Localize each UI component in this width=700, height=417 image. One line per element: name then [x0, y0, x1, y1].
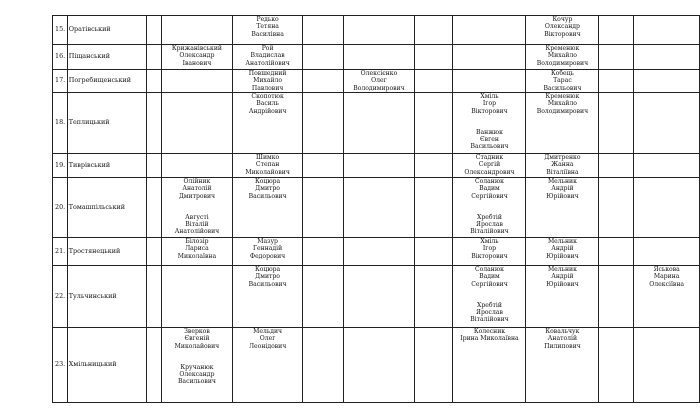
- person-cell: [302, 70, 343, 93]
- person-name-line: Скопотюк: [251, 93, 284, 100]
- person-cell: [302, 238, 343, 266]
- person-cell: [161, 238, 233, 266]
- person-cell: [415, 154, 453, 178]
- person-name-line: Андрій: [551, 273, 574, 281]
- person-name-line: Білозір: [185, 238, 209, 245]
- person-cell: [161, 266, 233, 328]
- person-name-line: Володимирович: [536, 107, 589, 115]
- person-cell: [526, 45, 599, 70]
- person-cell: [302, 16, 343, 45]
- person-name-line: Андрійович: [248, 107, 287, 115]
- person-name-line: Васильович: [470, 143, 509, 151]
- person-name-line: Шимко: [255, 154, 280, 161]
- person-name-line: Андрій: [551, 245, 574, 253]
- person-name-line: Леонідович: [248, 342, 287, 350]
- person-cell: [634, 70, 700, 93]
- person-cell: [302, 93, 343, 154]
- person-name-line: Редько: [256, 16, 279, 23]
- person-name-line: Кременюк: [545, 93, 580, 100]
- person-cell: [161, 178, 233, 238]
- person-name-line: Кручанюк: [180, 363, 214, 371]
- person-cell: [415, 266, 453, 328]
- person-cell: [415, 45, 453, 70]
- person-cell: [343, 16, 414, 45]
- person-name-line: Повшедний: [248, 70, 287, 77]
- person-name-line: Миколаївна: [177, 252, 217, 260]
- person-name-line: Євгеній: [184, 335, 210, 343]
- person-name-line: Ярослав: [476, 309, 503, 317]
- person-name-line: Мельник: [547, 178, 577, 185]
- person-cell: [526, 93, 599, 154]
- person-cell: [599, 154, 634, 178]
- person-name-line: Олійник: [183, 178, 211, 185]
- person-cell: [599, 16, 634, 45]
- row-number: 23.: [53, 328, 68, 403]
- person-name-line: Сергій: [478, 161, 501, 169]
- person-name-line: Сергійович: [471, 280, 508, 288]
- person-name-line: Зверков: [184, 328, 210, 335]
- person-name-line: Анатолій: [547, 335, 578, 343]
- person-cell: [146, 266, 161, 328]
- table-row: [53, 178, 700, 238]
- row-number: 17.: [53, 70, 68, 93]
- person-name-line: Геннадій: [253, 245, 283, 253]
- person-name-line: Миколайович: [245, 168, 290, 176]
- person-name-line: Вікторович: [544, 30, 581, 38]
- person-name-line: Васильович: [543, 84, 582, 92]
- table-row: [53, 45, 700, 70]
- person-cell: [634, 238, 700, 266]
- person-cell: [161, 70, 233, 93]
- person-cell: [146, 328, 161, 403]
- person-cell: [161, 45, 233, 70]
- person-name-line: Ванжюк: [476, 128, 503, 136]
- person-name-line: Тарас: [553, 77, 572, 85]
- row-number: 18.: [53, 93, 68, 154]
- person-name-line: Анатолійович: [245, 59, 290, 67]
- person-cell: [453, 16, 526, 45]
- row-number: 22.: [53, 266, 68, 328]
- person-cell: [233, 266, 302, 328]
- assignment-table: [52, 15, 700, 403]
- person-cell: [453, 266, 526, 328]
- person-cell: [634, 266, 700, 328]
- person-name-line: Степан: [255, 161, 280, 169]
- person-cell: [233, 16, 302, 45]
- person-cell: [634, 93, 700, 154]
- row-number: 16.: [53, 45, 68, 70]
- person-name-line: Мельдич: [253, 328, 283, 335]
- person-cell: [453, 238, 526, 266]
- person-cell: [343, 70, 414, 93]
- person-name-line: Вадим: [479, 273, 500, 281]
- person-name-line: Марина: [653, 273, 680, 281]
- person-cell: [634, 328, 700, 403]
- district-name: Тростянецький: [67, 238, 146, 266]
- person-name-line: Васильович: [177, 378, 216, 386]
- person-name-line: Володимирович: [353, 84, 405, 92]
- person-cell: [634, 45, 700, 70]
- person-name-line: Вікторович: [471, 252, 508, 260]
- person-name-line: Юрійович: [546, 252, 579, 260]
- person-cell: [453, 328, 526, 403]
- person-cell: [599, 93, 634, 154]
- person-cell: [161, 328, 233, 403]
- person-name-line: Олексієнко: [360, 70, 398, 77]
- person-name-line: Жанна: [551, 161, 574, 169]
- person-cell: [599, 238, 634, 266]
- person-name-line: Олег: [259, 335, 276, 343]
- person-name-line: Мельник: [547, 266, 577, 273]
- person-name-line: Ірина Миколаївна: [460, 335, 519, 343]
- person-cell: [161, 16, 233, 45]
- district-name: Оратівський: [67, 16, 146, 45]
- person-cell: [343, 93, 414, 154]
- person-cell: [146, 238, 161, 266]
- district-name: Піщанський: [67, 45, 146, 70]
- district-name: Погребищенський: [67, 70, 146, 93]
- person-cell: [415, 178, 453, 238]
- person-cell: [415, 70, 453, 93]
- district-name: Томашпільський: [67, 178, 146, 238]
- district-name: Теплицький: [67, 93, 146, 154]
- person-name-line: Ковальчук: [545, 328, 580, 335]
- person-name-line: Анатолійович: [174, 228, 220, 236]
- person-cell: [526, 70, 599, 93]
- person-cell: [599, 70, 634, 93]
- row-number: 20.: [53, 178, 68, 238]
- person-cell: [453, 45, 526, 70]
- row-number: 15.: [53, 16, 68, 45]
- person-cell: [453, 154, 526, 178]
- person-name-line: Віталій: [185, 221, 209, 229]
- person-name-line: Олександр: [179, 371, 215, 379]
- person-name-line: Олег: [371, 77, 387, 85]
- person-cell: [343, 238, 414, 266]
- person-name-line: Хміль: [480, 93, 499, 100]
- person-name-line: Кременюк: [545, 45, 580, 52]
- person-cell: [302, 45, 343, 70]
- person-cell: [343, 178, 414, 238]
- person-cell: [161, 154, 233, 178]
- row-number: 21.: [53, 238, 68, 266]
- person-cell: [161, 93, 233, 154]
- person-cell: [526, 154, 599, 178]
- person-cell: [302, 178, 343, 238]
- person-name-line: Андрій: [551, 185, 574, 193]
- person-cell: [599, 328, 634, 403]
- person-cell: [233, 70, 302, 93]
- person-name-line: Августі: [185, 213, 209, 221]
- person-cell: [415, 328, 453, 403]
- person-cell: [146, 45, 161, 70]
- person-cell: [343, 328, 414, 403]
- person-cell: [415, 93, 453, 154]
- table-row: [53, 266, 700, 328]
- person-cell: [302, 328, 343, 403]
- person-name-line: Дмитренко: [544, 154, 581, 161]
- person-name-line: Євген: [479, 136, 499, 144]
- person-name-line: Михайло: [253, 77, 283, 85]
- person-name-line: Дмитро: [255, 185, 280, 193]
- person-name-line: Хміль: [480, 238, 499, 245]
- person-name-line: Вікторович: [471, 107, 508, 115]
- person-name-line: Олексіївна: [649, 280, 685, 288]
- person-name-line: Мазур: [257, 238, 278, 245]
- district-name: Тиврівський: [67, 154, 146, 178]
- person-name-line: Миколайович: [174, 342, 220, 350]
- person-cell: [526, 238, 599, 266]
- person-name-line: Васильович: [248, 192, 287, 200]
- person-name-line: Кочур: [552, 16, 573, 23]
- table-row: [53, 16, 700, 45]
- person-cell: [146, 154, 161, 178]
- person-name-line: Владислав: [250, 52, 285, 60]
- person-cell: [453, 178, 526, 238]
- person-cell: [146, 70, 161, 93]
- person-name-line: Олександрович: [464, 168, 515, 176]
- person-name-line: Стадник: [475, 154, 504, 161]
- person-name-line: Хребтій: [477, 301, 502, 309]
- person-name-line: Колесник: [473, 328, 506, 335]
- person-name-line: Ярослав: [476, 221, 503, 229]
- person-name-line: Ігор: [482, 245, 497, 253]
- person-name-line: Володимирович: [536, 59, 589, 67]
- person-cell: [146, 93, 161, 154]
- person-cell: [233, 238, 302, 266]
- person-name-line: Юрійович: [546, 280, 579, 288]
- person-name-line: Іванович: [182, 59, 212, 67]
- person-cell: [634, 16, 700, 45]
- district-name: Тульчинський: [67, 266, 146, 328]
- person-name-line: Віталійович: [470, 228, 509, 236]
- person-name-line: Анатолій: [182, 185, 212, 193]
- person-name-line: Пилипович: [544, 342, 581, 350]
- person-name-line: Василівна: [251, 30, 284, 38]
- person-name-line: Федорович: [250, 252, 286, 260]
- person-cell: [343, 154, 414, 178]
- person-cell: [343, 45, 414, 70]
- person-cell: [526, 328, 599, 403]
- person-cell: [233, 328, 302, 403]
- person-name-line: Павлович: [251, 84, 284, 92]
- person-name-line: Хребтій: [477, 213, 502, 221]
- table-row: [53, 70, 700, 93]
- person-name-line: Крижанівський: [171, 45, 222, 52]
- person-name-line: Коцюра: [255, 266, 281, 273]
- person-cell: [146, 16, 161, 45]
- table-row: [53, 328, 700, 403]
- person-name-line: Василь: [256, 100, 279, 108]
- person-name-line: Тетяна: [256, 23, 279, 31]
- person-cell: [146, 178, 161, 238]
- person-name-line: Васильович: [248, 280, 287, 288]
- person-name-line: Яськова: [653, 266, 680, 273]
- table-row: [53, 93, 700, 154]
- person-cell: [526, 16, 599, 45]
- person-cell: [526, 178, 599, 238]
- row-number: 19.: [53, 154, 68, 178]
- person-name-line: Мельник: [547, 238, 577, 245]
- person-cell: [453, 93, 526, 154]
- person-cell: [233, 154, 302, 178]
- person-name-line: Віталійович: [470, 316, 509, 324]
- person-name-line: Сергійович: [471, 192, 508, 200]
- person-cell: [343, 266, 414, 328]
- person-cell: [233, 45, 302, 70]
- person-name-line: Олександр: [544, 23, 580, 31]
- person-name-line: Юрійович: [546, 192, 579, 200]
- table-row: [53, 154, 700, 178]
- district-name: Хмільницький: [67, 328, 146, 403]
- person-cell: [599, 45, 634, 70]
- person-name-line: Лариса: [185, 245, 209, 253]
- table-row: [53, 238, 700, 266]
- person-name-line: Дмитро: [255, 273, 280, 281]
- person-name-line: Олександр: [179, 52, 215, 60]
- person-name-line: Коцюра: [255, 178, 281, 185]
- person-cell: [634, 154, 700, 178]
- person-name-line: Соланюк: [474, 178, 504, 185]
- person-cell: [415, 238, 453, 266]
- person-name-line: Вадим: [479, 185, 500, 193]
- person-name-line: Соланюк: [474, 266, 504, 273]
- person-name-line: Віталіївна: [546, 168, 579, 176]
- person-cell: [599, 178, 634, 238]
- person-cell: [415, 16, 453, 45]
- person-cell: [302, 154, 343, 178]
- person-cell: [526, 266, 599, 328]
- person-name-line: Михайло: [547, 100, 577, 108]
- person-cell: [453, 70, 526, 93]
- person-cell: [233, 93, 302, 154]
- person-name-line: Михайло: [547, 52, 577, 60]
- person-name-line: Ігор: [482, 100, 497, 108]
- person-cell: [302, 266, 343, 328]
- person-cell: [599, 266, 634, 328]
- person-cell: [634, 178, 700, 238]
- person-name-line: Кобець: [550, 70, 574, 77]
- person-name-line: Рой: [261, 45, 274, 52]
- person-cell: [233, 178, 302, 238]
- person-name-line: Дмитрович: [178, 192, 216, 200]
